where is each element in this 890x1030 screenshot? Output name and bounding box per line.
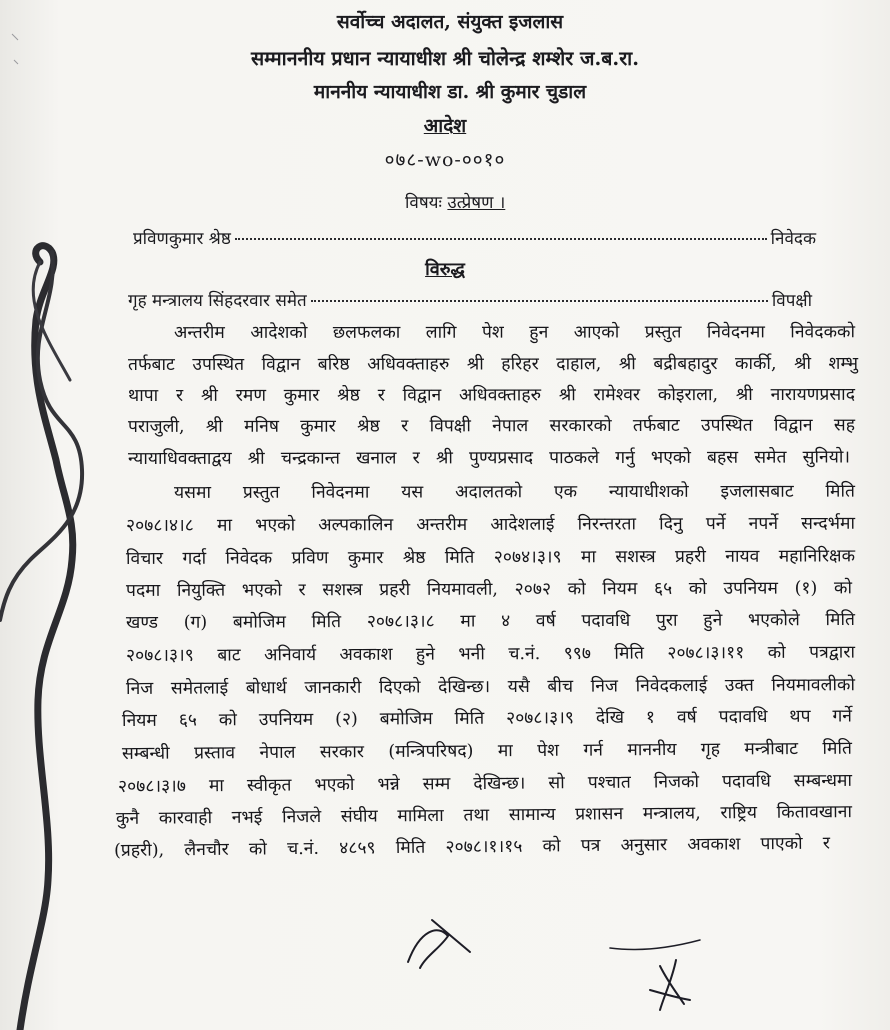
- body-text-line: पदमा नियुक्ति भएको र सशस्त्र प्रहरी नियमावली, २०७२ को नियम ६५ को उपनियम (१) को: [125, 578, 853, 601]
- document-type-title: आदेश: [423, 115, 467, 137]
- subject-value: उत्प्रेषण ।: [447, 193, 506, 213]
- versus-heading: विरुद्ध: [425, 259, 465, 280]
- body-text-line: (प्रहरी), लैनचौर को च.नं. ४८५९ मिति २०७८।१।१५ को पत्र अनुसार अवकाश पाएको र: [113, 833, 831, 861]
- respondent-name: गृह मन्त्रालय सिंहदरवार समेत: [128, 291, 307, 311]
- body-text-line: खण्ड (ग) बमोजिम मिति २०७८।३।८ मा ४ वर्ष पदावधि पुरा हुने भएकोले मिति: [125, 609, 856, 633]
- body-text-line: २०७८।३।९ बाट अनिवार्य अवकाश हुने भनी च.नं. ९९७ मिति २०७८।३।११ को पत्रद्वारा: [125, 642, 856, 666]
- dotted-leader: [311, 300, 768, 302]
- body-text-line: नियम ६५ को उपनियम (२) बमोजिम मिति २०७८।३।९ देखि १ वर्ष पदावधि थप गर्ने: [121, 706, 853, 731]
- court-heading: सर्वोच्च अदालत, संयुक्त इजलास: [336, 11, 564, 33]
- body-text-line: २०७८।३।७ मा स्वीकृत भएको भन्ने सम्म देखिन्छ। सो पश्चात निजको पदावधि सम्बन्धमा: [117, 770, 853, 797]
- body-text-line: अन्तरीम आदेशको छलफलका लागि पेश हुन आएको प्रस्तुत निवेदनमा निवेदकको: [173, 322, 856, 343]
- body-text-line: न्यायाधिवक्ताद्वय श्री चन्द्रकान्त खनाल र श्री पुण्यप्रसाद पाठकले गर्नु भएको बहस समेत सुनियो।: [127, 447, 851, 469]
- petitioner-row: [133, 226, 816, 249]
- body-text-line: निज समेतलाई बोधार्थ जानकारी दिएको देखिन्छ। यसै बीच निज निवेदकलाई उक्त नियमावलीको: [125, 675, 856, 699]
- body-text-line: २०७८।४।८ मा भएको अल्पकालिन अन्तरीम आदेशलाई निरन्तरता दिनु पर्ने नपर्ने सन्दर्भमा: [125, 513, 856, 536]
- justice-line: माननीय न्यायाधीश डा. श्री कुमार चुडाल: [313, 81, 587, 103]
- petitioner-role: निवेदक: [770, 229, 816, 249]
- respondent-role: विपक्षी: [771, 291, 812, 311]
- body-text-line: कुनै कारवाही नभई निजले संघीय मामिला तथा सामान्य प्रशासन मन्त्रालय, राष्ट्रिय कितावखाना: [115, 802, 853, 829]
- subject-line: [405, 190, 505, 213]
- case-number: ०७८-wo-००१०: [384, 149, 506, 171]
- body-text-line: तर्फबाट उपस्थित विद्वान बरिष्ठ अधिवक्ताहरु श्री हरिहर दाहाल, श्री बद्रीबहादुर कार्की, श्री शम्भु: [127, 353, 859, 375]
- body-text-line: थापा र श्री रमण कुमार श्रेष्ठ र विद्वान अधिवक्ताहरु श्री रामेश्वर कोइराला, श्री नारायणप्रसाद: [127, 384, 856, 406]
- chief-justice-line: सम्माननीय प्रधान न्यायाधीश श्री चोलेन्द्र शम्शेर ज.ब.रा.: [250, 47, 640, 70]
- subject-label: विषयः: [405, 193, 442, 213]
- respondent-row: [128, 288, 812, 311]
- body-text-line: यसमा प्रस्तुत निवेदनमा यस अदालतको एक न्यायाधीशको इजलासबाट मिति: [173, 481, 856, 503]
- body-text-line: पराजुली, श्री मनिष कुमार श्रेष्ठ र विपक्षी नेपाल सरकारको तर्फबाट उपस्थित विद्वान सह: [127, 415, 856, 437]
- body-text-line: सम्बन्धी प्रस्ताव नेपाल सरकार (मन्त्रिपरिषद) मा पेश गर्न माननीय गृह मन्त्रीबाट मिति: [121, 738, 853, 764]
- dotted-leader: [235, 238, 767, 240]
- petitioner-name: प्रविणकुमार श्रेष्ठ: [133, 229, 231, 249]
- body-text-line: विचार गर्दा निवेदक प्रविण कुमार श्रेष्ठ मिति २०७४।३।९ मा सशस्त्र प्रहरी नायव महानिरिक्षक: [125, 546, 856, 569]
